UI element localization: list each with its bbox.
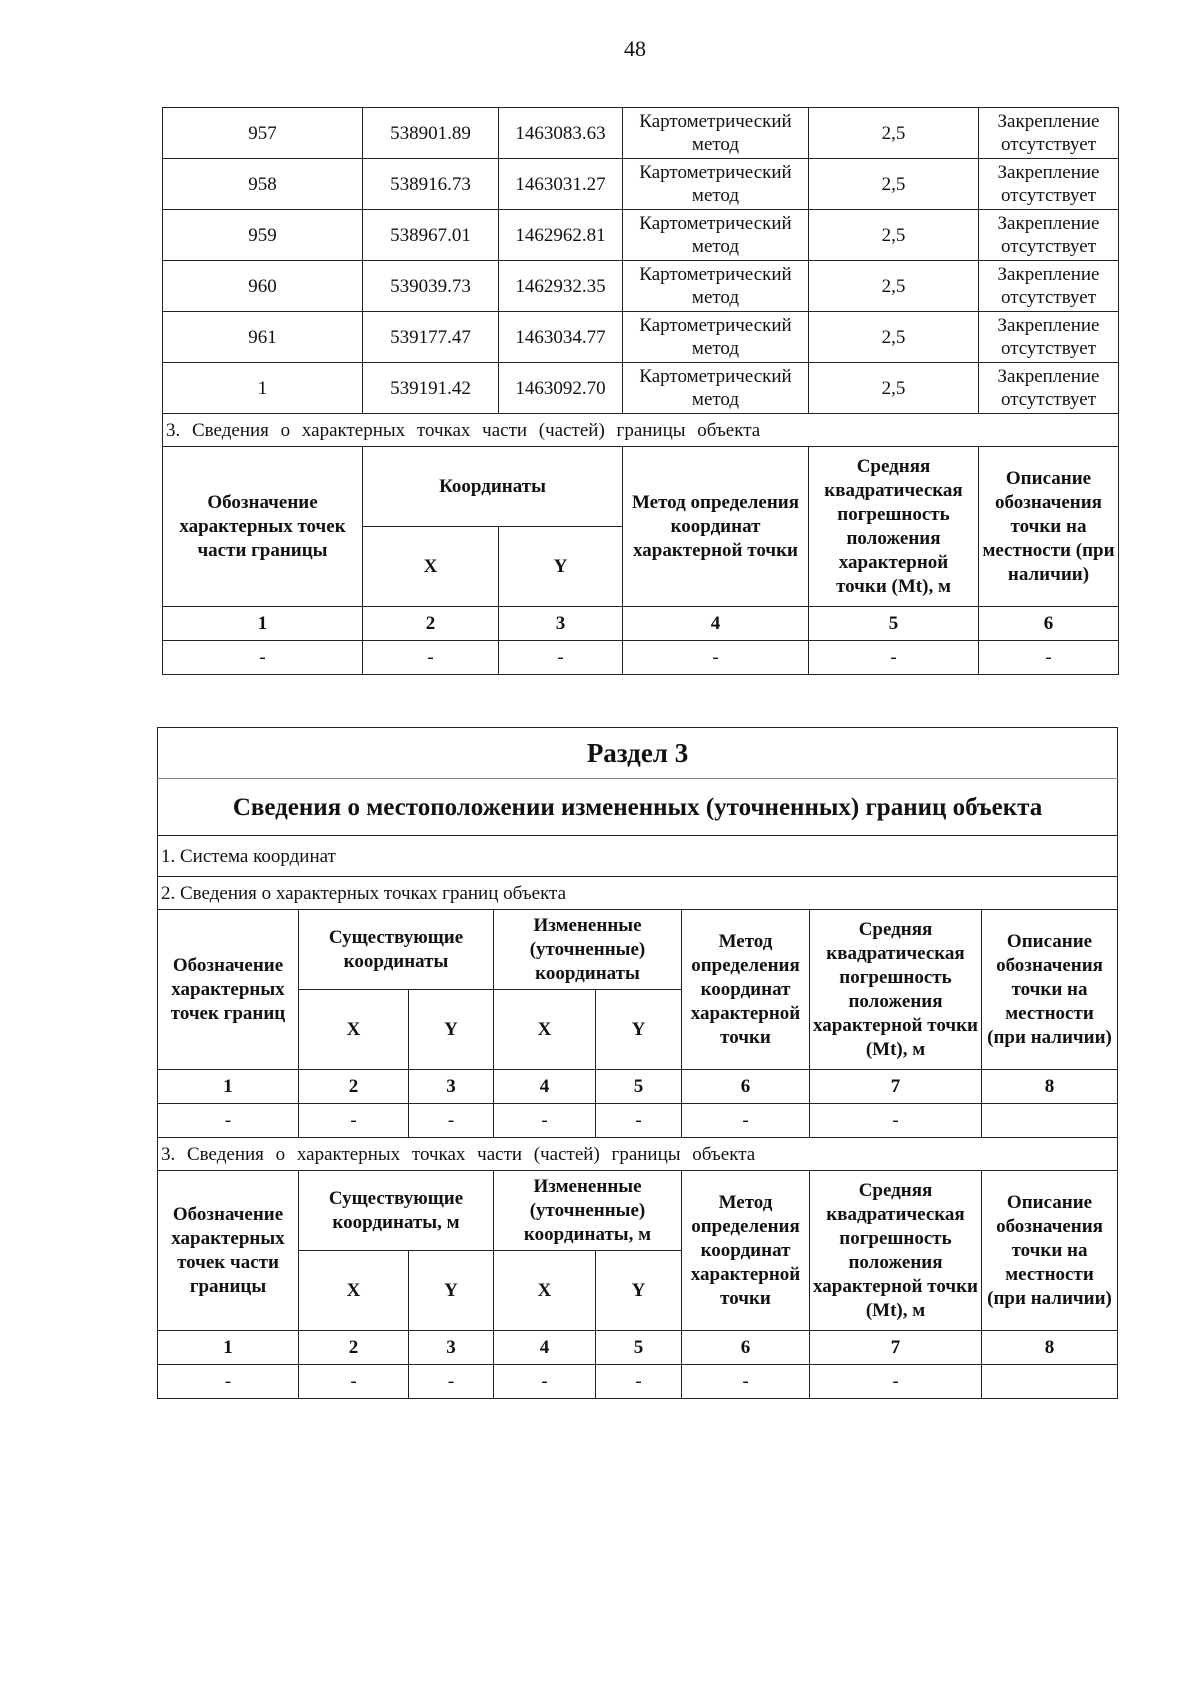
col-number: 5 [596, 1331, 682, 1365]
empty-cell: - [158, 1365, 299, 1399]
header-y: Y [409, 990, 494, 1070]
method: Картометрический метод [623, 363, 809, 414]
coord-y: 1463034.77 [499, 312, 623, 363]
header-designation: Обозначение характерных точек части границы [158, 1171, 299, 1331]
empty-cell: - [810, 1365, 982, 1399]
column-numbers-row [158, 1331, 1118, 1365]
empty-cell: - [623, 641, 809, 675]
section-heading-row [158, 877, 1118, 910]
col-number: 2 [363, 607, 499, 641]
section-heading-row [158, 1138, 1118, 1171]
empty-cell: - [409, 1365, 494, 1399]
header-y: Y [499, 527, 623, 607]
header-y: Y [596, 990, 682, 1070]
header-description: Описание обозначения точки на местности (при наличии) [979, 447, 1119, 607]
section-title: Раздел 3 [158, 728, 1118, 779]
coord-x: 538916.73 [363, 159, 499, 210]
method: Картометрический метод [623, 210, 809, 261]
point-description: Закрепление отсутствует [979, 159, 1119, 210]
header-x: X [494, 1251, 596, 1331]
point-description: Закрепление отсутствует [979, 108, 1119, 159]
table-row [163, 261, 1119, 312]
header-mt: Средняя квадратическая погрешность положения характерной точки (Mt), м [809, 447, 979, 607]
header-existing-coordinates: Существующие координаты [299, 910, 494, 990]
method: Картометрический метод [623, 312, 809, 363]
coord-x: 538901.89 [363, 108, 499, 159]
boundary-points-table [162, 107, 1119, 675]
empty-cell: - [596, 1104, 682, 1138]
header-coordinates: Координаты [363, 447, 623, 527]
col-number: 1 [158, 1070, 299, 1104]
accuracy-mt: 2,5 [809, 261, 979, 312]
point-number: 961 [163, 312, 363, 363]
empty-cell: - [682, 1365, 810, 1399]
coord-y: 1462962.81 [499, 210, 623, 261]
header-method: Метод определения координат характерной точки [623, 447, 809, 607]
col-number: 8 [982, 1070, 1118, 1104]
page-number: 48 [624, 36, 646, 61]
empty-cell: - [809, 641, 979, 675]
empty-cell [982, 1365, 1118, 1399]
col-number: 5 [809, 607, 979, 641]
table-row [163, 641, 1119, 675]
accuracy-mt: 2,5 [809, 159, 979, 210]
empty-cell: - [810, 1104, 982, 1138]
coord-y: 1463083.63 [499, 108, 623, 159]
col-number: 3 [409, 1070, 494, 1104]
col-number: 3 [409, 1331, 494, 1365]
coord-x: 538967.01 [363, 210, 499, 261]
header-y: Y [409, 1251, 494, 1331]
section3-table [157, 727, 1118, 1399]
method: Картометрический метод [623, 159, 809, 210]
col-number: 8 [982, 1331, 1118, 1365]
col-number: 7 [810, 1070, 982, 1104]
empty-cell: - [682, 1104, 810, 1138]
header-row [158, 1171, 1118, 1251]
empty-cell: - [158, 1104, 299, 1138]
coord-x: 539177.47 [363, 312, 499, 363]
col-number: 4 [494, 1331, 596, 1365]
empty-cell: - [596, 1365, 682, 1399]
empty-cell: - [979, 641, 1119, 675]
part-points-heading: 3. Сведения о характерных точках части (частей) границы объекта [163, 414, 1119, 447]
boundary-points-heading: 2. Сведения о характерных точках границ объекта [158, 877, 1118, 910]
header-mt: Средняя квадратическая погрешность положения характерной точки (Mt), м [810, 1171, 982, 1331]
header-existing-coordinates: Существующие координаты, м [299, 1171, 494, 1251]
point-description: Закрепление отсутствует [979, 312, 1119, 363]
method: Картометрический метод [623, 261, 809, 312]
point-number: 958 [163, 159, 363, 210]
section-heading-row [163, 414, 1119, 447]
empty-cell [982, 1104, 1118, 1138]
table-row [163, 312, 1119, 363]
empty-cell: - [363, 641, 499, 675]
coord-x: 539039.73 [363, 261, 499, 312]
coord-y: 1462932.35 [499, 261, 623, 312]
header-changed-coordinates: Измененные (уточненные) координаты [494, 910, 682, 990]
table-row [163, 210, 1119, 261]
empty-cell: - [494, 1104, 596, 1138]
header-row [163, 447, 1119, 527]
point-description: Закрепление отсутствует [979, 363, 1119, 414]
col-number: 5 [596, 1070, 682, 1104]
col-number: 6 [979, 607, 1119, 641]
accuracy-mt: 2,5 [809, 210, 979, 261]
header-designation: Обозначение характерных точек части границы [163, 447, 363, 607]
header-method: Метод определения координат характерной точки [682, 910, 810, 1070]
accuracy-mt: 2,5 [809, 108, 979, 159]
empty-cell: - [299, 1104, 409, 1138]
header-y: Y [596, 1251, 682, 1331]
empty-cell: - [299, 1365, 409, 1399]
table-row [163, 108, 1119, 159]
coord-x: 539191.42 [363, 363, 499, 414]
column-numbers-row [163, 607, 1119, 641]
section-heading-row [158, 836, 1118, 877]
col-number: 4 [494, 1070, 596, 1104]
empty-cell: - [163, 641, 363, 675]
header-description: Описание обозначения точки на местности (при наличии) [982, 1171, 1118, 1331]
col-number: 2 [299, 1070, 409, 1104]
col-number: 2 [299, 1331, 409, 1365]
header-x: X [494, 990, 596, 1070]
point-number: 960 [163, 261, 363, 312]
point-number: 957 [163, 108, 363, 159]
header-changed-coordinates: Измененные (уточненные) координаты, м [494, 1171, 682, 1251]
col-number: 6 [682, 1070, 810, 1104]
point-number: 1 [163, 363, 363, 414]
col-number: 6 [682, 1331, 810, 1365]
table-row [163, 363, 1119, 414]
header-x: X [363, 527, 499, 607]
col-number: 4 [623, 607, 809, 641]
empty-cell: - [409, 1104, 494, 1138]
table-row [158, 1104, 1118, 1138]
col-number: 1 [163, 607, 363, 641]
col-number: 3 [499, 607, 623, 641]
part-points-heading: 3. Сведения о характерных точках части (частей) границы объекта [158, 1138, 1118, 1171]
coord-system-heading: 1. Система координат [158, 836, 1118, 877]
header-method: Метод определения координат характерной точки [682, 1171, 810, 1331]
header-x: X [299, 990, 409, 1070]
col-number: 1 [158, 1331, 299, 1365]
point-description: Закрепление отсутствует [979, 261, 1119, 312]
table-row [158, 1365, 1118, 1399]
point-description: Закрепление отсутствует [979, 210, 1119, 261]
accuracy-mt: 2,5 [809, 363, 979, 414]
empty-cell: - [499, 641, 623, 675]
table-row [163, 159, 1119, 210]
header-mt: Средняя квадратическая погрешность положения характерной точки (Mt), м [810, 910, 982, 1070]
header-row [158, 910, 1118, 990]
header-designation: Обозначение характерных точек границ [158, 910, 299, 1070]
coord-y: 1463092.70 [499, 363, 623, 414]
col-number: 7 [810, 1331, 982, 1365]
method: Картометрический метод [623, 108, 809, 159]
coord-y: 1463031.27 [499, 159, 623, 210]
point-number: 959 [163, 210, 363, 261]
column-numbers-row [158, 1070, 1118, 1104]
header-x: X [299, 1251, 409, 1331]
empty-cell: - [494, 1365, 596, 1399]
accuracy-mt: 2,5 [809, 312, 979, 363]
section-subtitle: Сведения о местоположении измененных (уточненных) границ объекта [158, 779, 1118, 836]
header-description: Описание обозначения точки на местности (при наличии) [982, 910, 1118, 1070]
